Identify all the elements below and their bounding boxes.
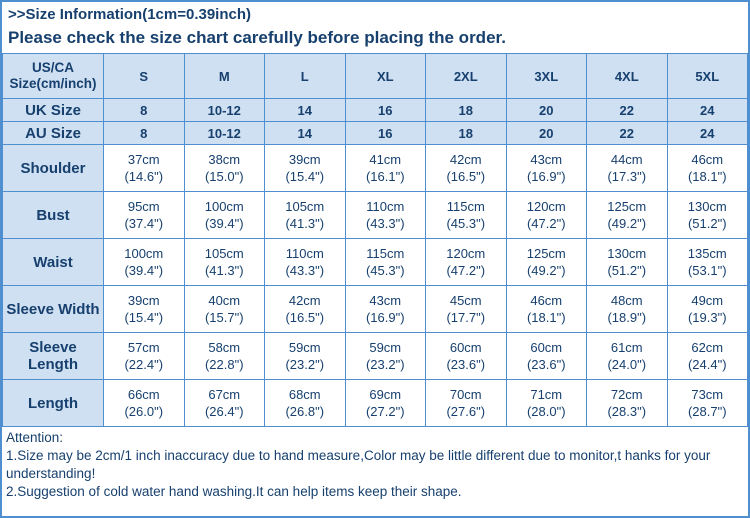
uk-size-value: 24 — [667, 99, 748, 122]
au-size-label: AU Size — [3, 122, 104, 145]
measure-cell — [345, 380, 426, 427]
measure-cell — [506, 380, 587, 427]
measure-inch: (47.2") — [526, 216, 566, 231]
measure-cell — [426, 286, 507, 333]
measure-cell — [184, 333, 265, 380]
measure-cm: 115cm — [446, 199, 485, 214]
measure-cell — [104, 380, 185, 427]
measure-inch: (16.1") — [365, 169, 405, 184]
column-header: 3XL — [506, 54, 587, 99]
measure-inch: (49.2") — [526, 263, 566, 278]
table-row — [3, 286, 748, 333]
measure-cm: 43cm — [530, 152, 563, 167]
au-size-row — [3, 122, 748, 145]
measure-cm: 120cm — [446, 246, 486, 261]
measure-cell — [667, 145, 748, 192]
column-header: S — [104, 54, 185, 99]
measure-inch: (27.2") — [365, 404, 405, 419]
measure-cm: 39cm — [288, 152, 321, 167]
measure-inch: (43.3") — [285, 263, 325, 278]
uk-size-value: 16 — [345, 99, 426, 122]
measure-cell — [265, 333, 346, 380]
attention-note-1: 1.Size may be 2cm/1 inch inaccuracy due to hand measure,Color may be little different due to monitor,t hanks for your understanding! — [6, 448, 715, 481]
measure-cm: 110cm — [366, 199, 405, 214]
measure-inch: (41.3") — [285, 216, 325, 231]
measure-cell — [104, 333, 185, 380]
measure-inch: (27.6") — [446, 404, 486, 419]
measure-cell — [587, 239, 668, 286]
measure-cm: 60cm — [530, 340, 563, 355]
table-row — [3, 333, 748, 380]
measure-cm: 67cm — [208, 387, 241, 402]
au-size-value: 14 — [265, 122, 346, 145]
measure-cell — [184, 192, 265, 239]
measure-cm: 110cm — [285, 246, 324, 261]
measure-inch: (24.0") — [607, 357, 647, 372]
measure-label: Bust — [3, 192, 104, 239]
measure-cm: 38cm — [208, 152, 241, 167]
uk-size-value: 20 — [506, 99, 587, 122]
size-chart-notice: Please check the size chart carefully before placing the order. — [8, 28, 506, 47]
measure-inch: (28.3") — [607, 404, 647, 419]
measure-label: Shoulder — [3, 145, 104, 192]
measure-cm: 49cm — [691, 293, 724, 308]
size-table — [2, 53, 748, 427]
measure-inch: (17.7") — [446, 310, 486, 325]
measure-cell — [265, 286, 346, 333]
measure-inch: (17.3") — [607, 169, 647, 184]
measure-inch: (18.1") — [687, 169, 727, 184]
measure-inch: (41.3") — [204, 263, 244, 278]
measure-inch: (28.7") — [687, 404, 727, 419]
au-size-value: 18 — [426, 122, 507, 145]
measure-cm: 46cm — [691, 152, 724, 167]
measure-cm: 70cm — [449, 387, 482, 402]
measure-cell — [667, 286, 748, 333]
measure-cm: 58cm — [208, 340, 241, 355]
au-size-value: 20 — [506, 122, 587, 145]
measure-cell — [345, 286, 426, 333]
measure-cell — [426, 333, 507, 380]
measure-inch: (18.9") — [607, 310, 647, 325]
measure-label: Waist — [3, 239, 104, 286]
measure-inch: (15.7") — [204, 310, 244, 325]
uk-size-value: 14 — [265, 99, 346, 122]
measure-cell — [265, 239, 346, 286]
measure-cm: 39cm — [127, 293, 160, 308]
measure-inch: (23.2") — [365, 357, 405, 372]
uk-size-value: 8 — [104, 99, 185, 122]
measure-inch: (22.8") — [204, 357, 244, 372]
measure-cm: 73cm — [691, 387, 724, 402]
measure-cm: 62cm — [691, 340, 724, 355]
table-row — [3, 145, 748, 192]
measure-cell — [667, 333, 748, 380]
measure-cm: 125cm — [526, 246, 566, 261]
measure-inch: (23.2") — [285, 357, 325, 372]
uk-size-value: 18 — [426, 99, 507, 122]
row-label-header — [3, 54, 104, 99]
measure-cm: 130cm — [687, 199, 727, 214]
measure-cm: 69cm — [369, 387, 402, 402]
measure-inch: (26.0") — [124, 404, 164, 419]
au-size-value: 22 — [587, 122, 668, 145]
measure-inch: (16.5") — [285, 310, 325, 325]
measure-cell — [667, 380, 748, 427]
measure-cell — [426, 380, 507, 427]
measure-inch: (39.4") — [124, 263, 164, 278]
measure-cell — [667, 192, 748, 239]
measure-cm: 120cm — [526, 199, 566, 214]
uk-size-label: UK Size — [3, 99, 104, 122]
measure-label: Length — [3, 380, 104, 427]
table-row — [3, 239, 748, 286]
measure-cm: 60cm — [449, 340, 482, 355]
measure-cm: 105cm — [204, 246, 244, 261]
measure-cm: 125cm — [607, 199, 647, 214]
measure-inch: (26.8") — [285, 404, 325, 419]
measure-cell — [426, 192, 507, 239]
measure-cm: 46cm — [530, 293, 563, 308]
measure-cell — [506, 286, 587, 333]
measure-cm: 61cm — [610, 340, 643, 355]
au-size-value: 24 — [667, 122, 748, 145]
measure-cell — [184, 239, 265, 286]
row-label-header-line2: Size(cm/inch) — [9, 76, 97, 91]
size-info-heading: >>Size Information(1cm=0.39inch) — [8, 6, 251, 23]
measure-cm: 37cm — [127, 152, 160, 167]
measure-cell — [426, 239, 507, 286]
measure-cell — [104, 239, 185, 286]
measure-cell — [506, 239, 587, 286]
measure-cell — [104, 286, 185, 333]
measure-cell — [506, 192, 587, 239]
measure-cell — [345, 239, 426, 286]
column-header: 2XL — [426, 54, 507, 99]
measure-inch: (23.6") — [446, 357, 486, 372]
measure-inch: (45.3") — [365, 263, 405, 278]
measure-cm: 59cm — [369, 340, 402, 355]
measure-cm: 115cm — [366, 246, 405, 261]
measure-inch: (18.1") — [526, 310, 566, 325]
au-size-value: 8 — [104, 122, 185, 145]
measure-cell — [345, 333, 426, 380]
measure-cm: 71cm — [530, 387, 563, 402]
measure-cm: 44cm — [610, 152, 643, 167]
measure-inch: (19.3") — [687, 310, 727, 325]
measure-cm: 130cm — [607, 246, 647, 261]
measure-cm: 57cm — [127, 340, 160, 355]
measure-cm: 42cm — [288, 293, 321, 308]
measure-inch: (51.2") — [687, 216, 727, 231]
measure-cm: 72cm — [610, 387, 643, 402]
measure-cell — [184, 145, 265, 192]
measure-cell — [667, 239, 748, 286]
measure-inch: (22.4") — [124, 357, 164, 372]
measure-inch: (16.9") — [365, 310, 405, 325]
attention-title: Attention: — [6, 430, 64, 445]
uk-size-value: 22 — [587, 99, 668, 122]
measure-cell — [345, 145, 426, 192]
column-header: 5XL — [667, 54, 748, 99]
measure-cell — [184, 286, 265, 333]
measure-cell — [587, 286, 668, 333]
column-header: L — [265, 54, 346, 99]
measure-cm: 42cm — [449, 152, 482, 167]
measure-cell — [184, 380, 265, 427]
measure-cell — [265, 192, 346, 239]
measure-cell — [265, 380, 346, 427]
measure-inch: (23.6") — [526, 357, 566, 372]
table-header-row — [3, 54, 748, 99]
measure-inch: (24.4") — [687, 357, 727, 372]
measure-cm: 105cm — [285, 199, 325, 214]
uk-size-row — [3, 99, 748, 122]
measure-inch: (37.4") — [124, 216, 164, 231]
measure-inch: (15.0") — [204, 169, 244, 184]
measure-inch: (28.0") — [526, 404, 566, 419]
measure-inch: (16.5") — [446, 169, 486, 184]
measure-label: Sleeve Width — [3, 286, 104, 333]
au-size-value: 16 — [345, 122, 426, 145]
measure-inch: (49.2") — [607, 216, 647, 231]
measure-cell — [104, 145, 185, 192]
table-row — [3, 192, 748, 239]
measure-inch: (14.6") — [124, 169, 164, 184]
table-row — [3, 380, 748, 427]
measure-cell — [587, 380, 668, 427]
au-size-value: 10-12 — [184, 122, 265, 145]
measure-inch: (15.4") — [285, 169, 325, 184]
measure-inch: (15.4") — [124, 310, 164, 325]
measure-inch: (39.4") — [204, 216, 244, 231]
measure-cell — [506, 333, 587, 380]
uk-size-value: 10-12 — [184, 99, 265, 122]
attention-note-2: 2.Suggestion of cold water hand washing.It can help items keep their shape. — [6, 484, 462, 499]
measure-cm: 43cm — [369, 293, 402, 308]
measure-inch: (26.4") — [204, 404, 244, 419]
column-header: M — [184, 54, 265, 99]
measure-cm: 41cm — [369, 152, 402, 167]
measure-label: Sleeve Length — [3, 333, 104, 380]
column-header: XL — [345, 54, 426, 99]
measure-cell — [587, 145, 668, 192]
measure-cm: 66cm — [127, 387, 160, 402]
column-header: 4XL — [587, 54, 668, 99]
measure-cm: 40cm — [208, 293, 241, 308]
measure-cm: 45cm — [449, 293, 482, 308]
measure-cm: 100cm — [124, 246, 164, 261]
measure-cm: 59cm — [288, 340, 321, 355]
measure-cell — [104, 192, 185, 239]
measure-inch: (43.3") — [365, 216, 405, 231]
measure-cell — [587, 192, 668, 239]
measure-cm: 135cm — [687, 246, 727, 261]
attention-section — [2, 427, 748, 501]
row-label-header-line1: US/CA — [31, 60, 74, 75]
measure-inch: (47.2") — [446, 263, 486, 278]
measure-cm: 95cm — [127, 199, 160, 214]
measure-cell — [426, 145, 507, 192]
measure-cm: 68cm — [288, 387, 321, 402]
measure-cell — [265, 145, 346, 192]
measure-inch: (53.1") — [687, 263, 727, 278]
measure-cm: 48cm — [610, 293, 643, 308]
measure-cell — [345, 192, 426, 239]
measure-cell — [587, 333, 668, 380]
measure-cm: 100cm — [204, 199, 244, 214]
measure-inch: (45.3") — [446, 216, 486, 231]
measure-cell — [506, 145, 587, 192]
measure-inch: (16.9") — [526, 169, 566, 184]
measure-inch: (51.2") — [607, 263, 647, 278]
